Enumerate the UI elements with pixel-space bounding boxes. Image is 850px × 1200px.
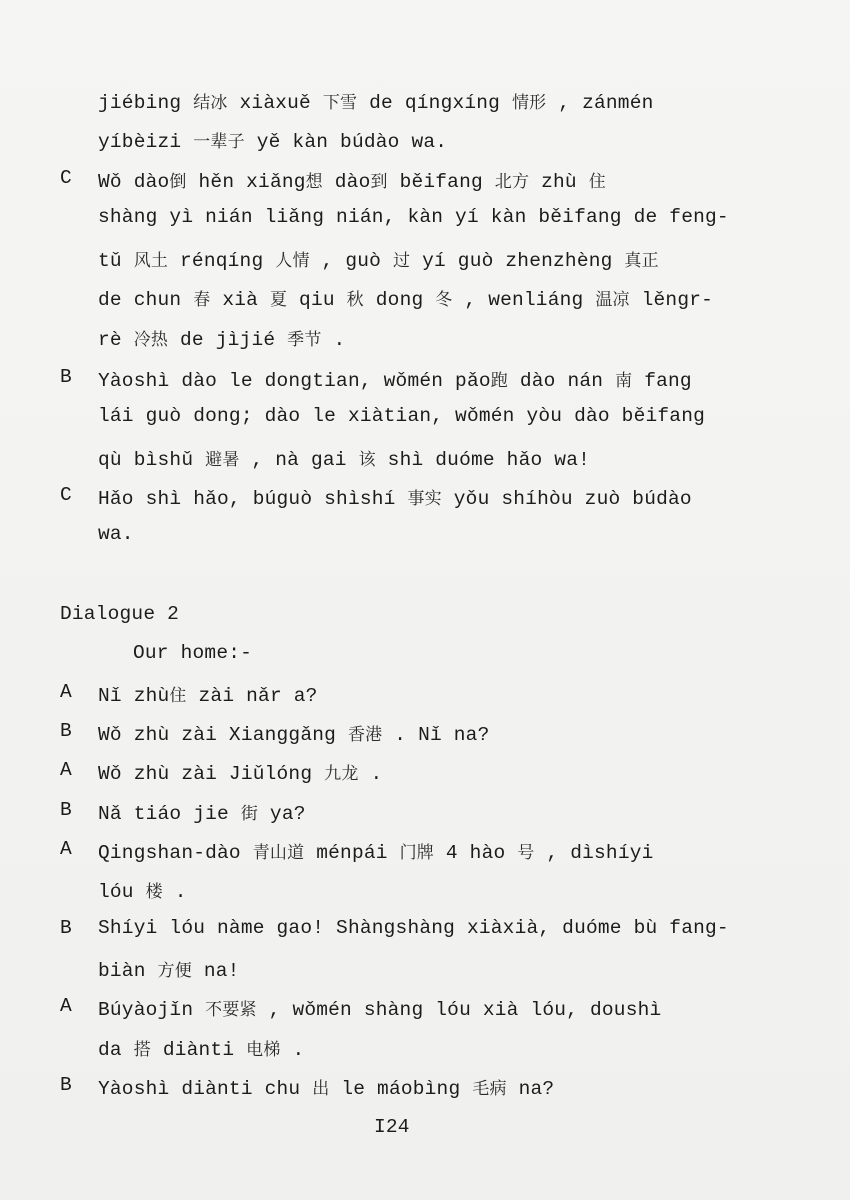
speaker-label: B: [60, 799, 72, 821]
romanized-text: shàng yì nián liǎng nián, kàn yí kàn běifang de feng-: [98, 206, 729, 228]
romanized-text: zhù: [529, 171, 589, 193]
romanized-text: Wǒ zhù zài Jiǔlóng: [98, 763, 325, 785]
speaker-label: B: [60, 720, 72, 742]
romanized-text: Qingshan-dào: [98, 842, 253, 864]
romanized-text: , wǒmén shàng lóu xià lóu, doushì: [256, 999, 662, 1021]
romanized-text: rénqíng: [168, 250, 276, 272]
romanized-text: dào: [322, 171, 371, 193]
speaker-label: A: [60, 995, 72, 1017]
chinese-text: 九龙: [324, 764, 359, 784]
chinese-text: 避暑: [205, 450, 240, 470]
romanized-text: , nà gai: [239, 449, 359, 471]
chinese-text: 真正: [624, 251, 659, 271]
section-heading: Dialogue 2: [60, 603, 180, 625]
romanized-text: Yàoshì diànti chu: [98, 1078, 313, 1100]
speaker-label: B: [60, 1074, 72, 1096]
text-line: [98, 759, 382, 785]
chinese-text: 情形: [511, 93, 547, 113]
romanized-text: yíbèizi: [98, 131, 194, 153]
romanized-text: yě kàn búdào wa.: [244, 131, 448, 153]
text-line: [98, 956, 240, 982]
romanized-text: wa.: [98, 523, 134, 545]
speaker-label: B: [60, 366, 72, 388]
chinese-text: 结冰: [193, 93, 228, 113]
romanized-text: tǔ: [98, 250, 134, 272]
chinese-text: 青山道: [252, 843, 305, 863]
romanized-text: dào nán: [507, 370, 616, 392]
speaker-label: A: [60, 759, 72, 781]
romanized-text: lái guò dong; dào le xiàtian, wǒmén yòu dào běifang: [98, 405, 705, 427]
chinese-text: 过: [392, 251, 411, 271]
romanized-text: ménpái: [304, 842, 400, 864]
romanized-text: .: [162, 881, 187, 903]
romanized-text: qù bìshǔ: [98, 449, 206, 471]
romanized-text: zài nǎr a?: [186, 685, 318, 707]
text-line: [98, 917, 729, 939]
romanized-text: xiàxuě: [227, 92, 323, 114]
romanized-text: hěn xiǎng: [186, 171, 306, 193]
romanized-text: le máobìng: [329, 1078, 473, 1100]
romanized-text: de jìjié: [168, 329, 288, 351]
chinese-text: 电梯: [246, 1040, 281, 1060]
chinese-text: 到: [370, 172, 388, 192]
romanized-text: , wenliáng: [452, 289, 596, 311]
romanized-text: na?: [506, 1078, 555, 1100]
text-line: [98, 484, 692, 510]
text-line: [98, 325, 345, 351]
chinese-text: 号: [517, 843, 535, 863]
speaker-label: B: [60, 917, 72, 939]
romanized-text: běifang: [387, 171, 495, 193]
romanized-text: lěngr-: [629, 289, 714, 311]
chinese-text: 冬: [435, 290, 453, 310]
chinese-text: 北方: [494, 172, 530, 192]
romanized-text: .: [321, 329, 346, 351]
text-line: [98, 366, 692, 392]
romanized-text: biàn: [98, 960, 158, 982]
text-line: [98, 838, 654, 864]
romanized-text: Búyàojǐn: [98, 999, 206, 1021]
text-line: [98, 206, 729, 228]
romanized-text: yǒu shíhòu zuò búdào: [441, 488, 692, 510]
text-line: [98, 285, 713, 311]
chinese-text: 春: [193, 290, 211, 310]
romanized-text: xià: [210, 289, 270, 311]
chinese-text: 住: [169, 686, 187, 706]
chinese-text: 跑: [490, 371, 508, 391]
text-line: [98, 88, 654, 114]
romanized-text: de qíngxíng: [357, 92, 512, 114]
speaker-label: C: [60, 484, 72, 506]
chinese-text: 夏: [269, 290, 288, 310]
romanized-text: Hǎo shì hǎo, búguò shìshí: [98, 488, 408, 510]
romanized-text: 4 hào: [433, 842, 518, 864]
text-line: [98, 1074, 554, 1100]
romanized-text: Yàoshì dào le dongtian, wǒmén pǎo: [98, 370, 491, 392]
text-line: [98, 720, 489, 746]
chinese-text: 温凉: [595, 290, 630, 310]
chinese-text: 香港: [347, 725, 383, 745]
section-subheading: Our home:-: [133, 642, 253, 664]
chinese-text: 想: [305, 172, 323, 192]
romanized-text: , guò: [309, 250, 393, 272]
chinese-text: 南: [615, 371, 633, 391]
romanized-text: diànti: [150, 1039, 247, 1061]
chinese-text: 倒: [169, 172, 187, 192]
text-line: [98, 877, 187, 903]
romanized-text: Wǒ zhù zài Xianggǎng: [98, 724, 348, 746]
text-line: [98, 167, 606, 193]
text-line: [98, 681, 318, 707]
romanized-text: de chun: [98, 289, 194, 311]
romanized-text: , zánmén: [546, 92, 654, 114]
chinese-text: 一辈子: [193, 132, 245, 152]
text-line: [98, 799, 306, 825]
romanized-text: fang: [632, 370, 692, 392]
romanized-text: , dìshíyi: [534, 842, 654, 864]
speaker-label: A: [60, 681, 72, 703]
chinese-text: 下雪: [322, 93, 358, 113]
chinese-text: 风土: [133, 251, 169, 271]
speaker-label: A: [60, 838, 72, 860]
romanized-text: Nǎ tiáo jie: [98, 803, 241, 825]
text-line: [98, 127, 447, 153]
page-number: I24: [374, 1116, 410, 1138]
chinese-text: 出: [312, 1079, 330, 1099]
chinese-text: 搭: [133, 1040, 151, 1060]
romanized-text: da: [98, 1039, 134, 1061]
romanized-text: Nǐ zhù: [98, 685, 170, 707]
chinese-text: 冷热: [133, 330, 169, 350]
chinese-text: 楼: [145, 882, 163, 902]
chinese-text: 方便: [157, 961, 192, 981]
romanized-text: lóu: [98, 881, 146, 903]
chinese-text: 人情: [275, 251, 310, 271]
text-line: [98, 405, 705, 427]
chinese-text: 季节: [287, 330, 322, 350]
romanized-text: rè: [98, 329, 134, 351]
chinese-text: 住: [588, 172, 606, 192]
chinese-text: 街: [240, 804, 259, 824]
romanized-text: .: [358, 763, 383, 785]
romanized-text: ya?: [258, 803, 306, 825]
chinese-text: 门牌: [399, 843, 434, 863]
text-line: [98, 995, 661, 1021]
romanized-text: shì duóme hǎo wa!: [375, 449, 590, 471]
romanized-text: yí guò zhenzhèng: [410, 250, 625, 272]
chinese-text: 不要紧: [205, 1000, 257, 1020]
romanized-text: dong: [363, 289, 436, 311]
chinese-text: 事实: [407, 489, 442, 509]
text-line: [98, 445, 590, 471]
chinese-text: 该: [358, 450, 376, 470]
text-line: [98, 523, 134, 545]
chinese-text: 秋: [346, 290, 364, 310]
romanized-text: na!: [191, 960, 240, 982]
romanized-text: Wǒ dào: [98, 171, 170, 193]
romanized-text: qiu: [287, 289, 347, 311]
romanized-text: Shíyi lóu nàme gao! Shàngshàng xiàxià, duóme bù fang-: [98, 917, 729, 939]
speaker-label: C: [60, 167, 72, 189]
romanized-text: . Nǐ na?: [382, 724, 490, 746]
text-line: [98, 246, 659, 272]
romanized-text: .: [280, 1039, 305, 1061]
romanized-text: jiébing: [98, 92, 194, 114]
text-line: [98, 1035, 304, 1061]
chinese-text: 毛病: [472, 1079, 507, 1099]
